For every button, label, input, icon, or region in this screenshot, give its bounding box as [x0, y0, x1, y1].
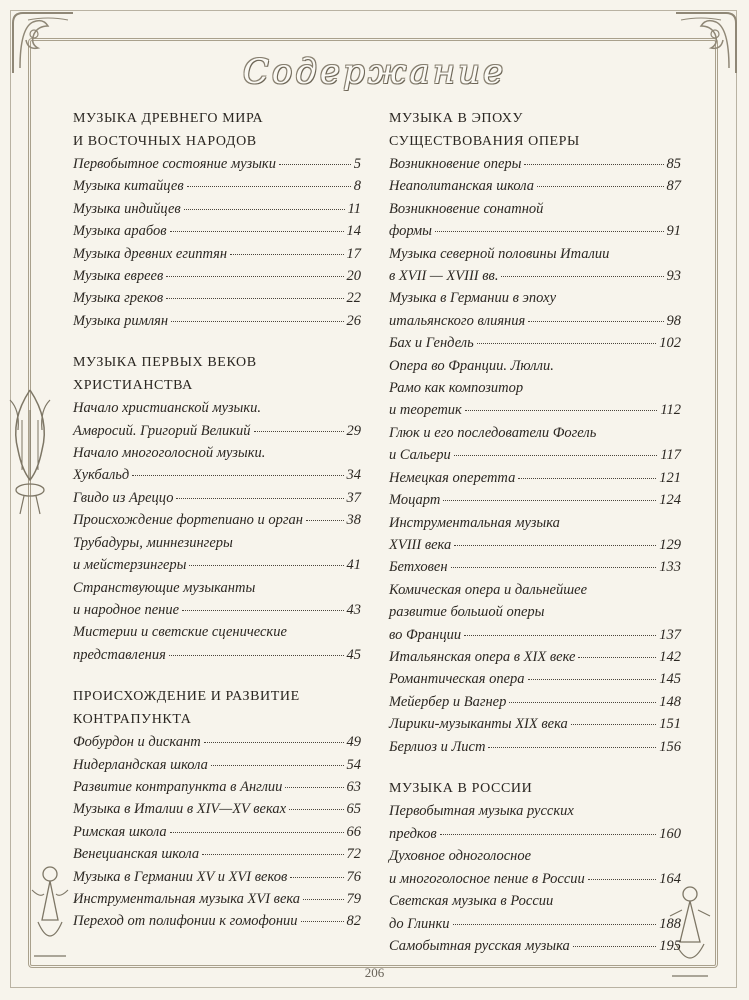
toc-entry-page: 8 — [353, 178, 361, 195]
section-heading: МУЗЫКА ДРЕВНЕГО МИРА — [73, 111, 264, 126]
toc-entry-text: Романтическая опера — [389, 671, 525, 688]
leader-dots — [170, 832, 344, 833]
toc-entry[interactable] — [389, 668, 681, 690]
leader-dots — [571, 724, 656, 725]
toc-column-right — [389, 108, 681, 977]
toc-entry-page: 93 — [666, 268, 681, 285]
toc-entry[interactable] — [389, 243, 681, 288]
toc-entry[interactable] — [389, 422, 681, 467]
section-heading: МУЗЫКА В РОССИИ — [389, 780, 533, 796]
toc-entry-page: 11 — [347, 200, 361, 217]
toc-entry-text: Инструментальная музыка — [389, 514, 560, 531]
toc-entry-text: Музыка греков — [73, 290, 164, 307]
section-heading: СУЩЕСТВОВАНИЯ ОПЕРЫ — [389, 133, 580, 149]
leader-dots — [435, 231, 664, 232]
leader-dots — [440, 834, 657, 835]
toc-entry-text: Начало христианской музыки. — [73, 400, 262, 417]
toc-entry[interactable] — [389, 175, 681, 197]
toc-entry-page: 22 — [346, 290, 361, 307]
toc-entry[interactable] — [389, 691, 681, 713]
toc-entry-page: 85 — [666, 156, 681, 172]
leader-dots — [454, 455, 658, 456]
leader-dots — [588, 879, 656, 880]
toc-entry[interactable] — [389, 845, 681, 890]
toc-entry-text: Музыка в Германии XV и XVI веков — [73, 868, 288, 885]
toc-entry-text: Светская музыка в России — [389, 893, 554, 910]
toc-entry-page: 124 — [659, 492, 681, 509]
toc-entry[interactable] — [73, 888, 361, 910]
leader-dots — [464, 635, 656, 636]
leader-dots — [169, 655, 344, 656]
toc-entry[interactable] — [73, 198, 361, 220]
leader-dots — [279, 164, 351, 165]
leader-dots — [289, 809, 343, 810]
toc-entry-page: 129 — [659, 536, 681, 553]
toc-entry[interactable] — [73, 731, 361, 753]
toc-entry-page: 137 — [659, 626, 681, 643]
toc-entry-page: 49 — [346, 734, 361, 751]
toc-entry-page: 17 — [346, 245, 361, 262]
toc-entry-text: и теоретик — [389, 402, 462, 419]
toc-entry[interactable] — [389, 579, 681, 646]
leader-dots — [189, 565, 343, 566]
toc-entry-text: Возникновение оперы — [389, 156, 522, 172]
section-heading: ХРИСТИАНСТВА — [73, 377, 193, 393]
toc-entry[interactable] — [389, 935, 681, 957]
toc-entry-page: 148 — [659, 693, 681, 710]
toc-entry-page: 26 — [346, 312, 361, 329]
toc-entry-text: Духовное одноголосное — [389, 848, 532, 865]
leader-dots — [204, 742, 344, 743]
toc-entry-text: Музыка в Германии в эпоху — [389, 290, 557, 307]
leader-dots — [303, 899, 343, 900]
page-title: Содержание — [242, 52, 507, 92]
toc-entry-text: Опера во Франции. Люлли. — [389, 357, 554, 374]
leader-dots — [451, 567, 657, 568]
toc-entry-page: 87 — [666, 178, 681, 195]
toc-entry-page: 82 — [346, 913, 361, 930]
toc-entry-text: Инструментальная музыка XVI века — [73, 890, 301, 907]
toc-entry[interactable] — [389, 332, 681, 354]
leader-dots — [290, 877, 343, 878]
leader-dots — [578, 657, 656, 658]
toc-section — [73, 108, 361, 332]
toc-entry-text: Музыка индийцев — [73, 200, 181, 217]
toc-entry-text: Лирики-музыканты XIX века — [389, 716, 568, 733]
toc-entry-page: 63 — [346, 778, 361, 795]
toc-entry-text: Первобытное состояние музыки — [73, 156, 276, 172]
toc-entry[interactable] — [389, 198, 681, 243]
toc-entry-text: Странствующие музыканты — [73, 579, 256, 596]
toc-entry-text: и многоголосное пение в России — [389, 870, 585, 887]
leader-dots — [176, 498, 343, 499]
toc-entry[interactable] — [73, 754, 361, 776]
toc-entry[interactable] — [73, 621, 361, 666]
toc-entry-text: во Франции — [389, 626, 462, 643]
toc-entry-page: 164 — [659, 870, 681, 887]
section-heading: МУЗЫКА ПЕРВЫХ ВЕКОВ — [73, 355, 257, 371]
section-heading: МУЗЫКА В ЭПОХУ — [389, 111, 523, 126]
toc-entry-page: 188 — [659, 915, 681, 932]
leader-dots — [454, 545, 656, 546]
toc-entry-page: 160 — [659, 825, 681, 842]
toc-entry-text: Начало многоголосной музыки. — [73, 445, 266, 462]
toc-entry-page: 45 — [346, 646, 361, 663]
leader-dots — [301, 921, 344, 922]
toc-entry-page: 76 — [346, 868, 361, 885]
leader-dots — [488, 747, 656, 748]
toc-entry-text: Моцарт — [389, 492, 441, 509]
toc-entry-text: Бетховен — [389, 559, 448, 576]
toc-section — [73, 352, 361, 666]
toc-entry-page: 5 — [353, 156, 361, 172]
toc-entry-text: Итальянская опера в XIX веке — [389, 648, 576, 665]
toc-entry[interactable] — [389, 153, 681, 175]
toc-entry[interactable] — [73, 866, 361, 888]
toc-entry-page: 133 — [659, 559, 681, 576]
toc-entry-page: 112 — [660, 402, 681, 419]
toc-entry-text: Музыка китайцев — [73, 178, 184, 195]
leader-dots — [528, 321, 663, 322]
toc-entry-page: 156 — [659, 738, 681, 755]
muse-figure-ornament-bottom-left — [20, 860, 80, 960]
toc-entry-text: Глюк и его последователи Фогель — [389, 424, 597, 441]
toc-entry-text: Происхождение фортепиано и орган — [73, 512, 303, 529]
toc-entry-text: развитие большой оперы — [389, 604, 545, 621]
toc-entry-page: 66 — [346, 823, 361, 840]
toc-entry-text: представления — [73, 646, 166, 663]
toc-entry[interactable] — [73, 776, 361, 798]
toc-entry-text: Музыка древних египтян — [73, 245, 228, 262]
toc-entry-text: и народное пение — [73, 601, 180, 618]
toc-entry[interactable] — [389, 556, 681, 578]
toc-section — [389, 108, 681, 758]
toc-entry[interactable] — [73, 509, 361, 531]
toc-entry[interactable] — [389, 713, 681, 735]
toc-entry-page: 195 — [659, 937, 681, 954]
leader-dots — [166, 276, 343, 277]
toc-entry[interactable] — [389, 512, 681, 557]
toc-entry[interactable] — [73, 265, 361, 287]
toc-entry-page: 54 — [346, 756, 361, 773]
toc-entry-text: и Сальери — [389, 447, 451, 464]
toc-entry[interactable] — [73, 397, 361, 442]
section-heading: КОНТРАПУНКТА — [73, 711, 192, 727]
toc-entry-text: Музыка северной половины Италии — [389, 245, 610, 262]
toc-entry-page: 91 — [666, 223, 681, 240]
toc-entry[interactable] — [73, 798, 361, 820]
toc-entry[interactable] — [73, 532, 361, 577]
toc-entry-page: 65 — [346, 801, 361, 818]
toc-entry-text: в XVII — XVIII вв. — [389, 268, 499, 285]
section-heading: И ВОСТОЧНЫХ НАРОДОВ — [73, 133, 257, 149]
leader-dots — [187, 186, 351, 187]
toc-entry[interactable] — [73, 310, 361, 332]
leader-dots — [202, 854, 343, 855]
toc-entry[interactable] — [73, 287, 361, 309]
toc-entry[interactable] — [389, 890, 681, 935]
toc-entry[interactable] — [73, 153, 361, 175]
toc-entry[interactable] — [389, 287, 681, 332]
leader-dots — [230, 254, 343, 255]
toc-entry[interactable] — [73, 910, 361, 932]
toc-entry-text: Музыка римлян — [73, 312, 169, 329]
toc-entry-page: 121 — [659, 469, 681, 486]
leader-dots — [211, 765, 344, 766]
toc-entry-text: Венецианская школа — [73, 846, 200, 863]
toc-entry-text: Римская школа — [73, 823, 167, 840]
leader-dots — [509, 702, 656, 703]
toc-entry-text: Берлиоз и Лист — [389, 738, 486, 755]
toc-entry-page: 142 — [659, 648, 681, 665]
toc-entry-text: Неаполитанская школа — [389, 178, 535, 195]
toc-entry-page: 117 — [660, 447, 681, 464]
toc-entry[interactable] — [389, 467, 681, 489]
toc-entry-text: Трубадуры, миннезингеры — [73, 534, 233, 551]
toc-entry-text: Музыка арабов — [73, 223, 167, 240]
toc-entry-page: 72 — [346, 846, 361, 863]
leader-dots — [443, 500, 656, 501]
toc-entry-text: Нидерландская школа — [73, 756, 208, 773]
toc-entry[interactable] — [73, 487, 361, 509]
leader-dots — [285, 787, 343, 788]
toc-entry[interactable] — [73, 821, 361, 843]
toc-entry-page: 29 — [346, 422, 361, 439]
toc-entry[interactable] — [73, 577, 361, 622]
section-heading: ПРОИСХОЖДЕНИЕ И РАЗВИТИЕ — [73, 689, 300, 705]
toc-entry-page: 102 — [659, 335, 681, 352]
leader-dots — [171, 321, 343, 322]
toc-entry[interactable] — [389, 489, 681, 511]
toc-entry-text: Мистерии и светские сценические — [73, 624, 287, 641]
toc-entry-page: 38 — [346, 512, 361, 529]
toc-entry-text: Переход от полифонии к гомофонии — [73, 913, 298, 930]
toc-entry-page: 37 — [346, 489, 361, 506]
toc-entry-text: Гвидо из Ареццо — [73, 489, 174, 506]
leader-dots — [573, 946, 656, 947]
toc-entry[interactable] — [389, 646, 681, 668]
leader-dots — [306, 520, 344, 521]
toc-entry-text: Музыка в Италии в XIV—XV веках — [73, 801, 287, 818]
toc-entry-page: 34 — [346, 467, 361, 484]
toc-entry-text: Фобурдон и дискант — [73, 734, 201, 751]
toc-entry-text: Бах и Гендель — [389, 335, 474, 352]
toc-entry-text: Музыка евреев — [73, 268, 164, 285]
page-number: 206 — [364, 965, 385, 980]
toc-entry-page: 98 — [666, 312, 681, 329]
leader-dots — [453, 924, 657, 925]
toc-entry-text: Амвросий. Григорий Великий — [73, 422, 251, 439]
leader-dots — [465, 410, 657, 411]
toc-entry-page: 79 — [346, 890, 361, 907]
toc-entry-text: Мейербер и Вагнер — [389, 693, 507, 710]
toc-entry[interactable] — [389, 355, 681, 422]
toc-entry-text: итальянского влияния — [389, 312, 526, 329]
toc-section — [389, 778, 681, 957]
leader-dots — [182, 610, 343, 611]
leader-dots — [254, 431, 344, 432]
leader-dots — [524, 164, 663, 165]
toc-entry[interactable] — [73, 220, 361, 242]
leader-dots — [170, 231, 344, 232]
toc-entry-text: Комическая опера и дальнейшее — [389, 581, 588, 598]
toc-entry-text: Хукбальд — [73, 467, 130, 484]
toc-entry-text: Развитие контрапункта в Англии — [73, 778, 283, 795]
leader-dots — [166, 298, 343, 299]
leader-dots — [184, 209, 345, 210]
toc-section — [73, 686, 361, 933]
leader-dots — [518, 478, 656, 479]
toc-entry-page: 14 — [346, 223, 361, 240]
toc-entry-text: Возникновение сонатной — [389, 200, 544, 217]
leader-dots — [477, 343, 657, 344]
toc-entry-page: 41 — [346, 557, 361, 574]
leader-dots — [501, 276, 663, 277]
toc-entry[interactable] — [389, 800, 681, 845]
toc-entry-text: Рамо как композитор — [389, 380, 524, 397]
toc-entry[interactable] — [73, 843, 361, 865]
toc-entry[interactable] — [73, 243, 361, 265]
toc-entry-text: XVIII века — [389, 536, 452, 553]
toc-entry-page: 20 — [346, 268, 361, 285]
lyre-ornament-left — [0, 380, 60, 520]
leader-dots — [537, 186, 663, 187]
toc-entry[interactable] — [389, 736, 681, 758]
toc-entry-text: до Глинки — [389, 915, 450, 932]
toc-entry[interactable] — [73, 442, 361, 487]
leader-dots — [132, 475, 343, 476]
toc-entry-text: Самобытная русская музыка — [389, 937, 570, 954]
toc-entry-page: 43 — [346, 601, 361, 618]
toc-entry-text: и мейстерзингеры — [73, 557, 187, 574]
toc-column-left — [73, 108, 361, 953]
toc-entry-text: Первобытная музыка русских — [389, 803, 574, 820]
toc-entry-text: формы — [389, 223, 432, 240]
toc-entry-page: 151 — [659, 716, 681, 733]
toc-entry-text: предков — [389, 825, 437, 842]
toc-entry[interactable] — [73, 175, 361, 197]
toc-entry-text: Немецкая оперетта — [389, 469, 516, 486]
toc-entry-page: 145 — [659, 671, 681, 688]
leader-dots — [528, 679, 657, 680]
